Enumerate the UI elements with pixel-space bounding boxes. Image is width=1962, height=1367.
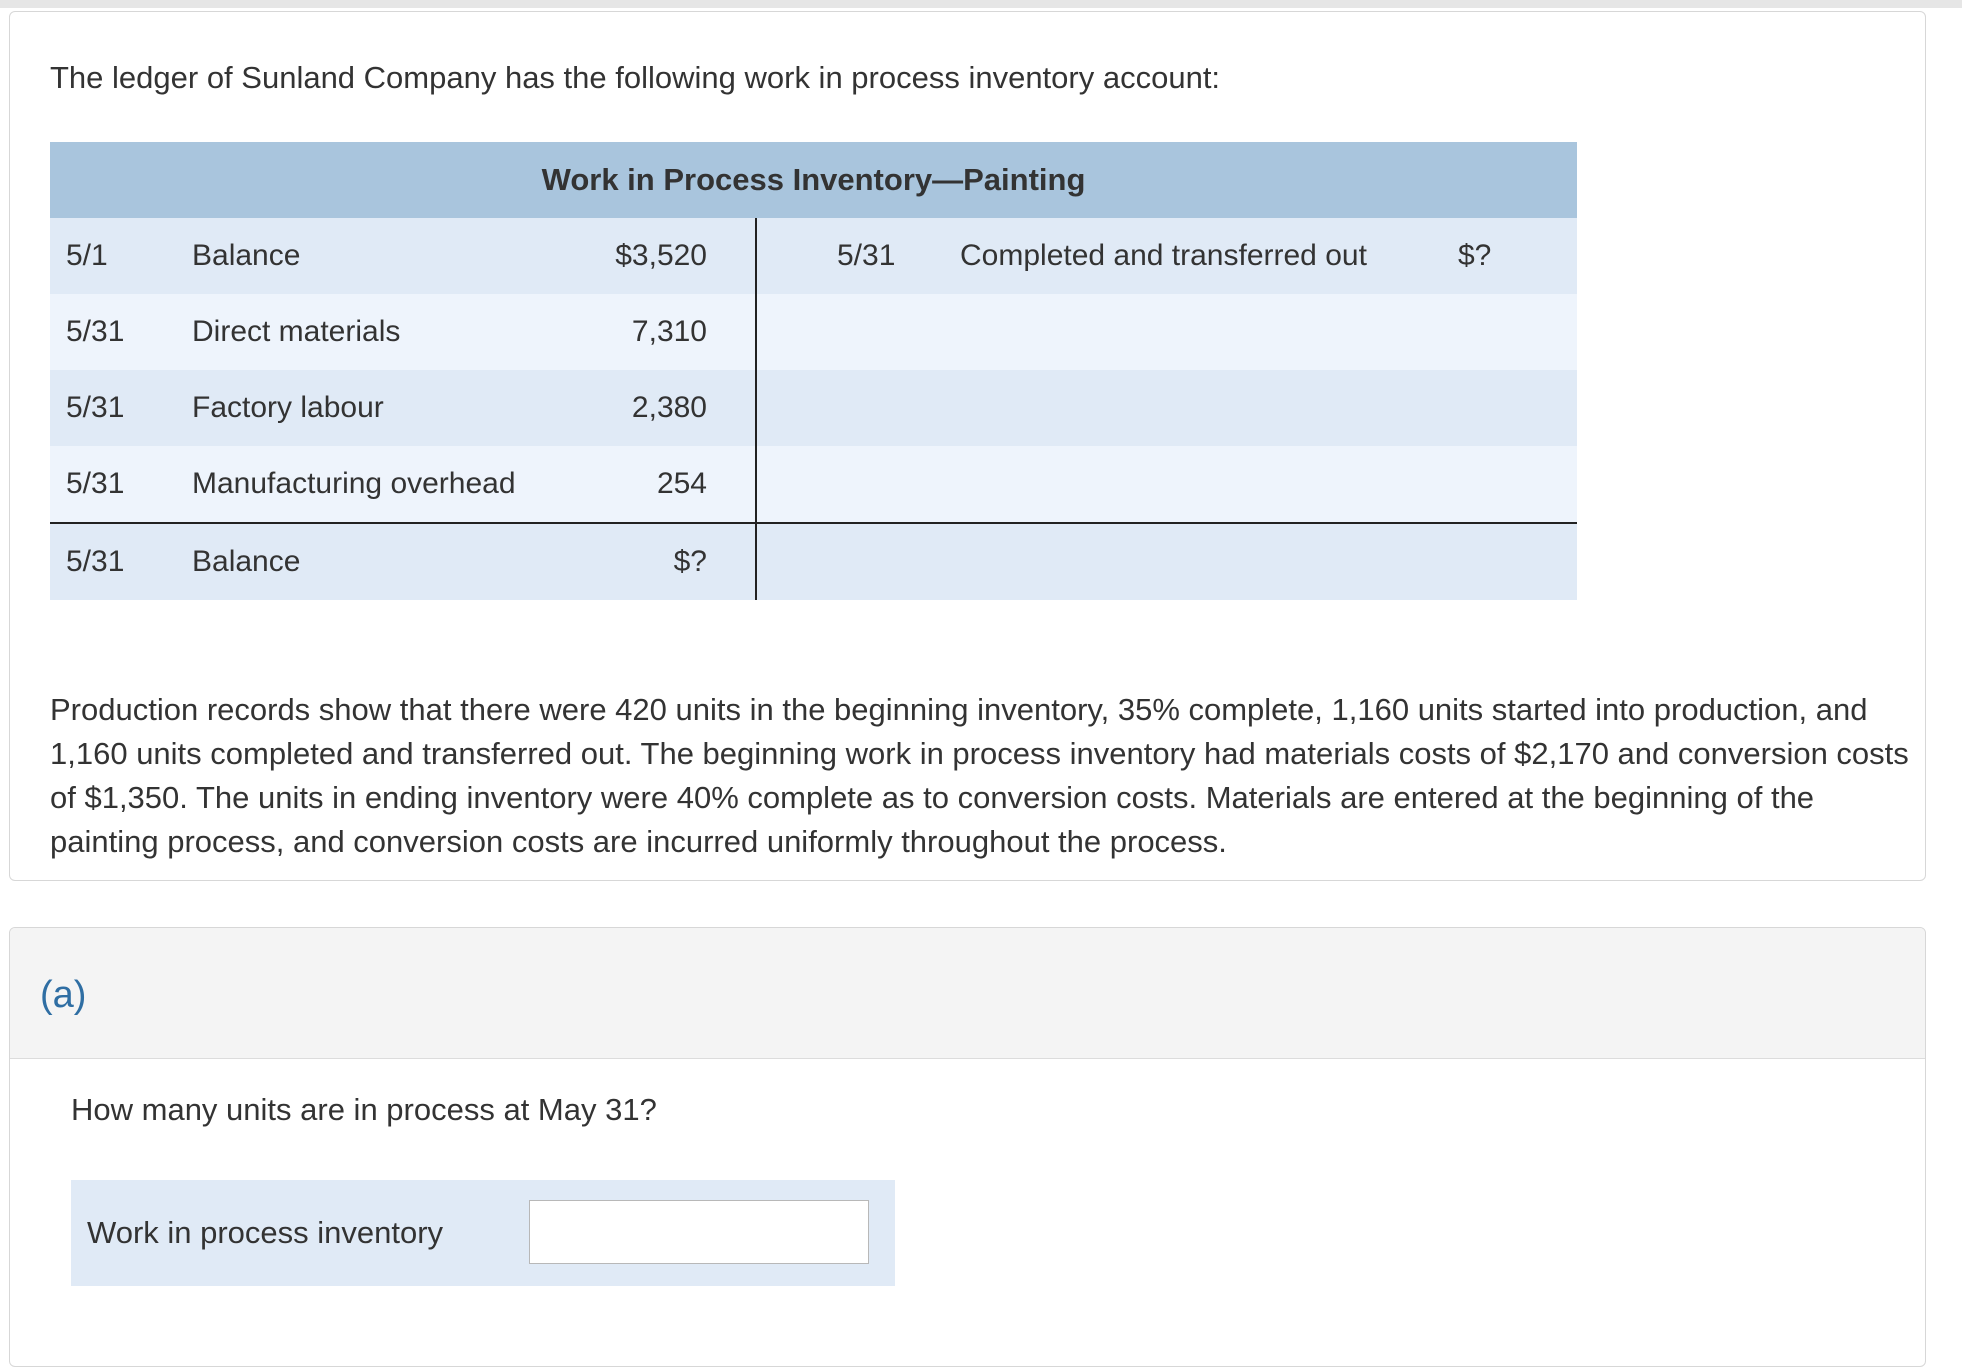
answer-label: Work in process inventory: [87, 1215, 444, 1250]
table-row: [50, 370, 1577, 446]
credit-empty-cell: [756, 523, 1577, 600]
debit-description: Direct materials: [192, 294, 522, 370]
wip-units-input[interactable]: [529, 1200, 869, 1264]
top-divider: [0, 0, 1962, 8]
intro-text: The ledger of Sunland Company has the following work in process inventory account:: [50, 60, 1221, 95]
credit-empty-cell: [756, 294, 1577, 370]
ending-amount: $?: [522, 523, 756, 600]
table-row: [50, 446, 1577, 523]
answer-row: [71, 1180, 895, 1286]
debit-date: 5/31: [50, 446, 192, 523]
debit-description: Balance: [192, 218, 522, 294]
debit-amount: 254: [522, 446, 756, 523]
ending-date: 5/31: [50, 523, 192, 600]
debit-date: 5/31: [50, 370, 192, 446]
production-records-text: Production records show that there were 420 units in the beginning inventory, 35% complete, 1,160 units started into production, and 1,160 units completed and transferred out. The beginning work in process inventory had materials costs of $2,170 and conversion costs of $1,350. The units in ending inventory were 40% complete as to conversion costs. Materials are entered at the beginning of the painting process, and conversion costs are incurred uniformly throughout the process.: [50, 692, 1909, 859]
credit-description: Completed and transferred out: [960, 218, 1458, 294]
credit-empty-cell: [756, 446, 1577, 523]
ending-balance-row: [50, 523, 1577, 600]
credit-empty-cell: [756, 370, 1577, 446]
debit-amount: 7,310: [522, 294, 756, 370]
t-account-table: [50, 142, 1577, 600]
account-title: Work in Process Inventory—Painting: [50, 142, 1577, 218]
credit-amount: $?: [1458, 218, 1577, 294]
debit-amount: 2,380: [522, 370, 756, 446]
ending-description: Balance: [192, 523, 522, 600]
debit-description: Factory labour: [192, 370, 522, 446]
part-a-card: [9, 927, 1926, 1367]
table-row: [50, 294, 1577, 370]
debit-description: Manufacturing overhead: [192, 446, 522, 523]
part-label: (a): [40, 974, 87, 1016]
credit-date: 5/31: [756, 218, 960, 294]
debit-date: 5/1: [50, 218, 192, 294]
debit-date: 5/31: [50, 294, 192, 370]
question-text: How many units are in process at May 31?: [71, 1092, 657, 1127]
table-row: [50, 218, 1577, 294]
debit-amount: $3,520: [522, 218, 756, 294]
problem-card: [9, 11, 1926, 881]
part-header: [10, 928, 1925, 1059]
